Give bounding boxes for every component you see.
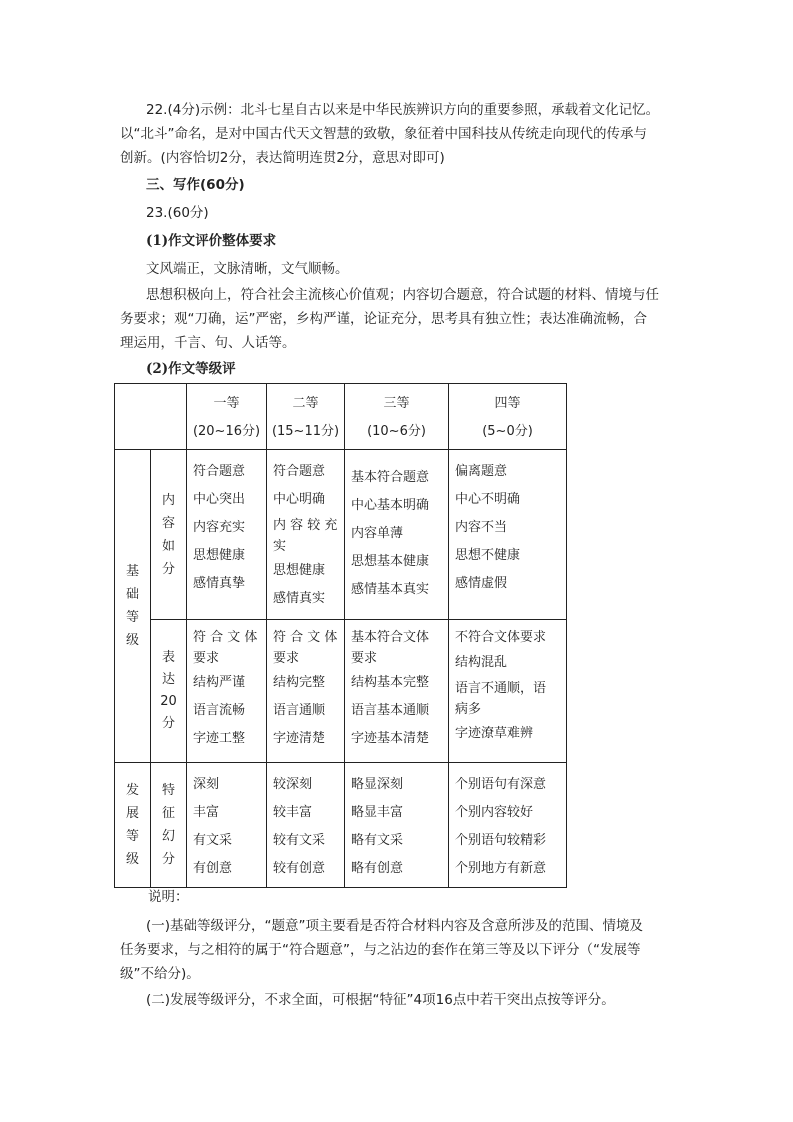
notes-title: 说明： (148, 889, 189, 905)
note-1-line-1: (一)基础等级评分，“题意”项主要看是否符合材料内容及含意所涉及的范围、情境及 (146, 918, 644, 934)
grading-table (114, 383, 567, 888)
feature-grade-4: 个别语句有深意 个别内容较好 个别语句较精彩 个别地方有新意 (449, 763, 567, 888)
expression-grade-2: 符 合 文 体 要求 结构完整 语言通顺 字迹清楚 (267, 620, 345, 763)
feature-grade-2: 较深刻 较丰富 较有文采 较有创意 (267, 763, 345, 888)
section-heading-writing: 三、写作(60分) (146, 177, 245, 193)
content-grade-2: 符合题意 中心明确 内 容 较 充 实 思想健康 感情真实 (267, 450, 345, 620)
header-grade-2: 二等 (15~11分) (267, 384, 345, 450)
header-row (115, 384, 567, 450)
content-grade-1: 符合题意 中心突出 内容充实 思想健康 感情真挚 (187, 450, 267, 620)
content-row (115, 450, 567, 620)
q22-line-1: 22.(4分)示例：北斗七星自古以来是中华民族辨识方向的重要参照，承载着文化记忆。 (146, 102, 660, 118)
q23-heading: 23.(60分) (146, 205, 209, 221)
header-corner-cell (115, 384, 187, 450)
header-grade-4: 四等 (5~0分) (449, 384, 567, 450)
feature-grade-3: 略显深刻 略显丰富 略有文采 略有创意 (345, 763, 449, 888)
feature-grade-1: 深刻 丰富 有文采 有创意 (187, 763, 267, 888)
header-grade-1: 一等 (20~16分) (187, 384, 267, 450)
content-grade-4: 偏离题意 中心不明确 内容不当 思想不健康 感情虚假 (449, 450, 567, 620)
q22-line-3: 创新。(内容恰切2分，表达简明连贯2分，意思对即可) (120, 150, 445, 166)
content-grade-3: 基本符合题意 中心基本明确 内容单薄 思想基本健康 感情基本真实 (345, 450, 449, 620)
q22-line-2: 以“北斗”命名，是对中国古代天文智慧的致敬，象征着中国科技从传统走向现代的传承与 (120, 126, 647, 142)
header-grade-3: 三等 (10~6分) (345, 384, 449, 450)
note-1-line-3: 级”不给分)。 (120, 966, 200, 982)
expression-grade-4: 不符合文体要求 结构混乱 语言不通顺，语 病多 字迹潦草难辨 (449, 620, 567, 763)
requirements-p2-line-2: 务要求；观“刀确，运”严密，乡构严谨，论证充分，思考具有独立性；表达准确流畅，合 (120, 311, 647, 327)
grade-table-title: (2)作文等级评 (146, 361, 236, 377)
requirements-title: (1)作文评价整体要求 (146, 233, 277, 249)
content-label: 内 容 如 分 (151, 450, 187, 620)
note-2: (二)发展等级评分，不求全面，可根据“特征”4项16点中若干突出点按等评分。 (146, 992, 615, 1008)
note-1-line-2: 任务要求，与之相符的属于“符合题意”，与之沾边的套作在第三等及以下评分（“发展等 (120, 942, 641, 958)
development-level-label: 发 展 等 级 (115, 763, 151, 888)
development-row (115, 763, 567, 888)
feature-label: 特 征 幻 分 (151, 763, 187, 888)
expression-grade-1: 符 合 文 体 要求 结构严谨 语言流畅 字迹工整 (187, 620, 267, 763)
requirements-p2-line-1: 思想积极向上，符合社会主流核心价值观；内容切合题意，符合试题的材料、情境与任 (146, 287, 659, 303)
requirements-line-1: 文风端正，文脉清晰，文气顺畅。 (146, 261, 349, 277)
requirements-p2-line-3: 理运用，千言、句、人话等。 (120, 335, 296, 351)
expression-grade-3: 基本符合文体 要求 结构基本完整 语言基本通顺 字迹基本清楚 (345, 620, 449, 763)
expression-row (115, 620, 567, 763)
expression-label: 表 达 20 分 (151, 620, 187, 763)
basic-level-label: 基 础 等 级 (115, 450, 151, 763)
